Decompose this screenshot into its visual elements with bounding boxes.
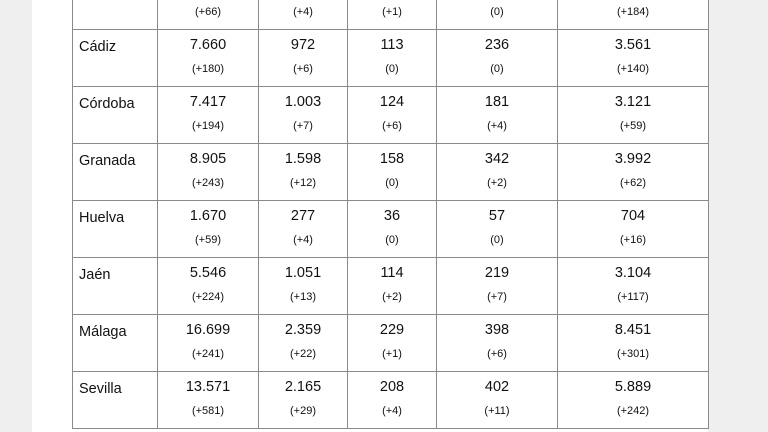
cell-change: (+184): [616, 6, 650, 18]
cell-change: (+6): [293, 63, 313, 75]
province-name: Cádiz: [79, 39, 117, 55]
data-cell: [437, 0, 558, 30]
cell-change: (+11): [484, 405, 510, 417]
table-body: [73, 0, 709, 429]
cell-change: (0): [385, 177, 399, 189]
cell-value: 402: [484, 379, 510, 395]
data-cell: [158, 201, 259, 258]
cell-value: 704: [620, 208, 646, 224]
cell-change: (+301): [616, 348, 650, 360]
cell-value: 208: [379, 379, 405, 395]
cell-change: (+1): [382, 348, 402, 360]
province-name: Huelva: [79, 210, 125, 226]
cell-change: (+6): [382, 120, 402, 132]
cell-change: (+140): [616, 63, 650, 75]
data-cell: [259, 144, 348, 201]
data-cell: [558, 87, 709, 144]
data-cell: [259, 258, 348, 315]
data-cell: [158, 0, 259, 30]
cell-change: (0): [385, 234, 399, 246]
data-cell: [558, 372, 709, 429]
data-cell: [259, 0, 348, 30]
data-cell: [348, 258, 437, 315]
data-cell: [348, 201, 437, 258]
document-page: [32, 0, 708, 432]
data-cell: [558, 144, 709, 201]
data-cell: [348, 372, 437, 429]
cell-change: (+242): [616, 405, 650, 417]
data-cell: [437, 258, 558, 315]
cell-value: 398: [484, 322, 510, 338]
cell-change: (+224): [191, 291, 225, 303]
cell-value: 219: [484, 265, 510, 281]
cell-change: (+1): [382, 6, 402, 18]
cell-change: (0): [490, 63, 504, 75]
cell-change: (+241): [191, 348, 225, 360]
data-cell: [348, 30, 437, 87]
data-cell: [158, 315, 259, 372]
data-cell: [259, 87, 348, 144]
cell-value: 1.598: [284, 151, 322, 167]
data-cell: [437, 144, 558, 201]
cell-change: (+59): [620, 120, 646, 132]
cell-value: 1.003: [284, 94, 322, 110]
cell-change: (+7): [487, 291, 507, 303]
cell-value: 7.660: [189, 37, 227, 53]
cell-value: 114: [380, 265, 404, 281]
data-cell: [348, 87, 437, 144]
cell-change: (+62): [620, 177, 646, 189]
cell-change: (+13): [290, 291, 316, 303]
data-cell: [158, 144, 259, 201]
province-name: Jaén: [79, 267, 111, 283]
cell-change: (0): [385, 63, 399, 75]
data-cell: [348, 0, 437, 30]
province-data-table: [72, 0, 709, 429]
province-cell: [73, 372, 158, 429]
cell-change: (+243): [191, 177, 225, 189]
data-cell: [558, 30, 709, 87]
photo-margin-right: [708, 0, 768, 432]
data-cell: [158, 87, 259, 144]
data-cell: [437, 87, 558, 144]
cell-value: 181: [484, 94, 510, 110]
cell-value: 124: [379, 94, 405, 110]
cell-value: 1.051: [284, 265, 322, 281]
province-cell: [73, 258, 158, 315]
cell-value: 113: [380, 37, 404, 53]
province-cell: [73, 87, 158, 144]
cell-change: (+4): [293, 234, 313, 246]
cell-change: (+4): [293, 6, 313, 18]
province-name: Sevilla: [79, 381, 122, 397]
province-name: Córdoba: [79, 96, 135, 112]
cell-change: (+66): [195, 6, 221, 18]
cell-value: 57: [488, 208, 506, 224]
cell-change: (+581): [191, 405, 225, 417]
province-cell: [73, 315, 158, 372]
cell-value: 3.992: [614, 151, 652, 167]
province-name: Málaga: [79, 324, 127, 340]
cell-value: 8.905: [189, 151, 227, 167]
cell-value: 1.670: [189, 208, 227, 224]
cell-change: (+7): [293, 120, 313, 132]
data-cell: [259, 201, 348, 258]
table-row: [73, 315, 709, 372]
data-cell: [158, 372, 259, 429]
cell-change: (0): [490, 234, 504, 246]
province-name: Granada: [79, 153, 136, 169]
table-row: [73, 201, 709, 258]
cell-value: 16.699: [185, 322, 231, 338]
data-cell: [259, 372, 348, 429]
cell-change: (+2): [382, 291, 402, 303]
table-row: [73, 0, 709, 30]
table-row: [73, 87, 709, 144]
data-cell: [437, 315, 558, 372]
cell-value: 277: [290, 208, 316, 224]
cell-change: (+180): [191, 63, 225, 75]
cell-change: (0): [490, 6, 504, 18]
data-cell: [158, 30, 259, 87]
cell-change: (+59): [195, 234, 221, 246]
photo-margin-left: [0, 0, 32, 432]
province-cell: [73, 201, 158, 258]
cell-value: 158: [379, 151, 405, 167]
cell-change: (+4): [487, 120, 507, 132]
cell-change: (+12): [290, 177, 316, 189]
cell-change: (+6): [487, 348, 507, 360]
cell-value: 2.165: [284, 379, 322, 395]
cell-value: 8.451: [614, 322, 652, 338]
data-cell: [259, 30, 348, 87]
province-cell: [73, 144, 158, 201]
data-cell: [437, 372, 558, 429]
cell-change: (+117): [617, 291, 649, 303]
data-cell: [558, 258, 709, 315]
cell-value: 3.561: [614, 37, 652, 53]
data-cell: [437, 30, 558, 87]
table-row: [73, 144, 709, 201]
cell-value: 7.417: [189, 94, 227, 110]
cell-value: 13.571: [185, 379, 231, 395]
cell-value: 36: [383, 208, 401, 224]
cell-value: 236: [484, 37, 510, 53]
table-row: [73, 258, 709, 315]
table-row: [73, 30, 709, 87]
data-cell: [158, 258, 259, 315]
cell-change: (+16): [620, 234, 646, 246]
data-cell: [558, 315, 709, 372]
cell-value: 2.359: [284, 322, 322, 338]
cell-value: 3.104: [614, 265, 652, 281]
province-cell: [73, 30, 158, 87]
data-cell: [558, 201, 709, 258]
table-row: [73, 372, 709, 429]
cell-change: (+194): [191, 120, 225, 132]
cell-change: (+2): [487, 177, 507, 189]
province-cell: [73, 0, 158, 30]
data-cell: [259, 315, 348, 372]
cell-value: 5.546: [189, 265, 227, 281]
cell-value: 5.889: [614, 379, 652, 395]
data-cell: [348, 315, 437, 372]
cell-value: 3.121: [614, 94, 652, 110]
data-cell: [558, 0, 709, 30]
cell-change: (+4): [382, 405, 402, 417]
data-cell: [437, 201, 558, 258]
cell-change: (+22): [290, 348, 316, 360]
cell-value: 342: [484, 151, 510, 167]
data-cell: [348, 144, 437, 201]
cell-value: 972: [290, 37, 316, 53]
cell-change: (+29): [290, 405, 316, 417]
cell-value: 229: [379, 322, 405, 338]
